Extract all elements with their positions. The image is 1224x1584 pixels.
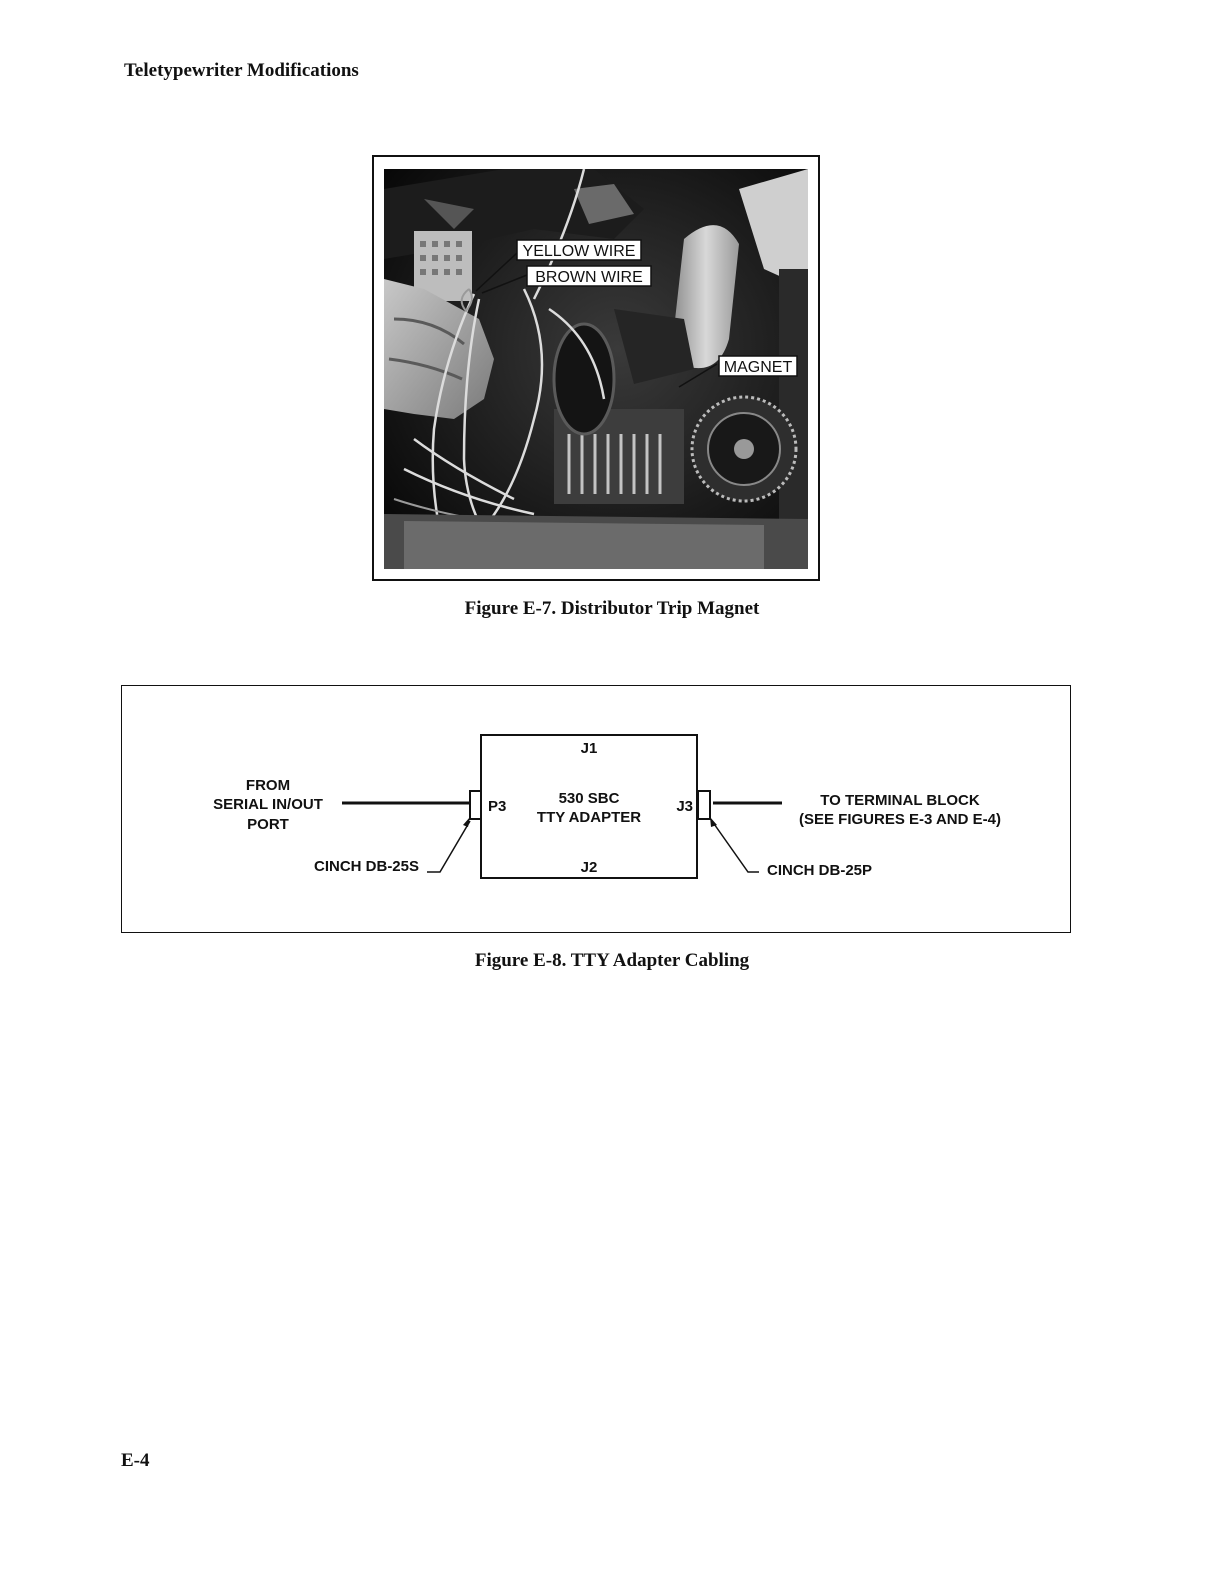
left-plug-label: CINCH DB-25S [313,858,419,875]
source-line-2: SERIAL IN/OUT [213,796,323,813]
j3-plug [698,791,710,819]
connector-j2-label: J2 [580,859,598,876]
adapter-name-line-1: 530 SBC [558,790,620,807]
figure-e7-frame [372,155,820,581]
connector-j1-label: J1 [580,740,598,757]
adapter-name-line-2: TTY ADAPTER [536,809,642,826]
destination-line-2: (SEE FIGURES E-3 AND E-4) [799,811,1001,828]
source-line-3: PORT [247,816,289,833]
destination-line-1: TO TERMINAL BLOCK [820,792,980,809]
running-head: Teletypewriter Modifications [124,60,359,81]
figure-e7-caption: Figure E-7. Distributor Trip Magnet [464,598,760,619]
magnet-label: MAGNET [723,359,793,376]
yellow-wire-label: YELLOW WIRE [522,243,636,260]
connector-j3-label: J3 [676,798,693,815]
figure-e8-frame [121,685,1071,933]
connector-p3-label: P3 [488,798,507,815]
brown-wire-label: BROWN WIRE [535,269,643,286]
page-number: E-4 [121,1450,150,1471]
tty-adapter-cabling-diagram [122,686,1069,931]
figure-e8-caption: Figure E-8. TTY Adapter Cabling [474,950,750,971]
distributor-photo [384,169,808,569]
p3-plug [470,791,481,819]
source-line-1: FROM [245,777,291,794]
right-plug-label: CINCH DB-25P [767,862,873,879]
